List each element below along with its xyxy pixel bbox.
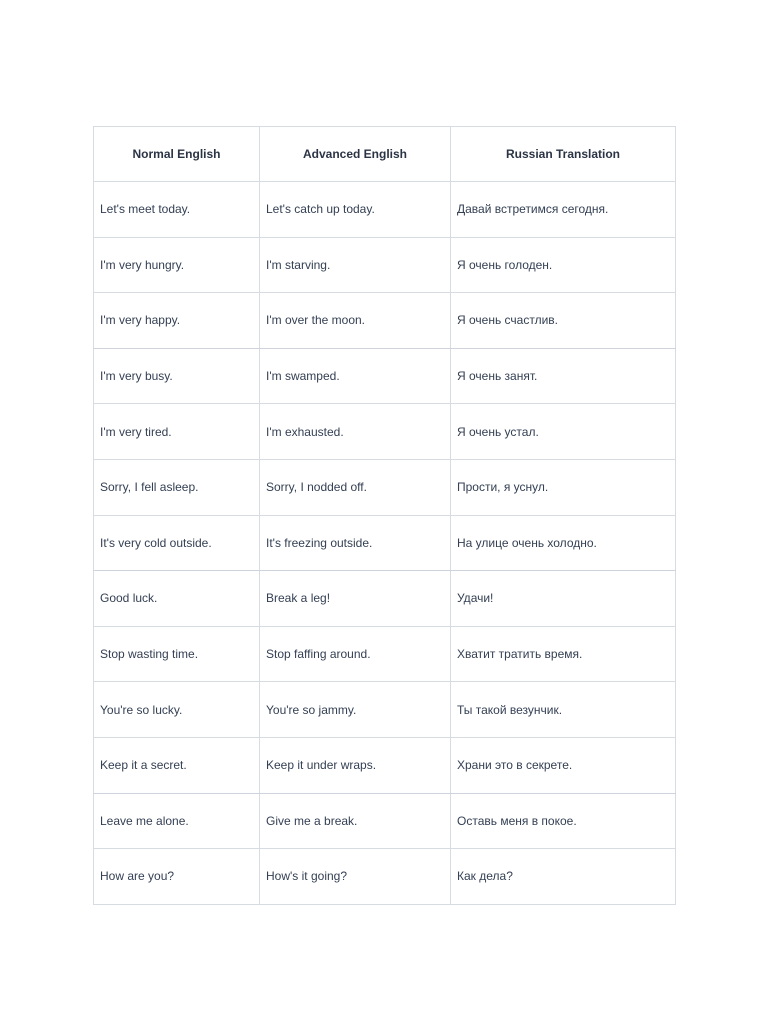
table-row: [94, 459, 676, 515]
table-row: [94, 182, 676, 238]
table-row: [94, 293, 676, 349]
cell-russian-translation: Храни это в секрете.: [451, 737, 676, 793]
cell-normal-english: I'm very hungry.: [94, 237, 260, 293]
cell-russian-translation: Как дела?: [451, 849, 676, 905]
cell-advanced-english: I'm swamped.: [260, 348, 451, 404]
table-body: [94, 182, 676, 905]
cell-russian-translation: На улице очень холодно.: [451, 515, 676, 571]
cell-advanced-english: Break a leg!: [260, 571, 451, 627]
cell-normal-english: How are you?: [94, 849, 260, 905]
cell-advanced-english: It's freezing outside.: [260, 515, 451, 571]
cell-advanced-english: I'm over the moon.: [260, 293, 451, 349]
table-row: [94, 849, 676, 905]
table-row: [94, 348, 676, 404]
table-row: [94, 626, 676, 682]
cell-normal-english: I'm very happy.: [94, 293, 260, 349]
table-row: [94, 515, 676, 571]
cell-russian-translation: Я очень занят.: [451, 348, 676, 404]
cell-advanced-english: Keep it under wraps.: [260, 737, 451, 793]
header-advanced-english: Advanced English: [260, 127, 451, 182]
cell-russian-translation: Я очень счастлив.: [451, 293, 676, 349]
header-normal-english: Normal English: [94, 127, 260, 182]
table-row: [94, 237, 676, 293]
table-row: [94, 571, 676, 627]
cell-normal-english: I'm very tired.: [94, 404, 260, 460]
cell-advanced-english: Give me a break.: [260, 793, 451, 849]
cell-normal-english: Leave me alone.: [94, 793, 260, 849]
cell-normal-english: Sorry, I fell asleep.: [94, 459, 260, 515]
cell-normal-english: Stop wasting time.: [94, 626, 260, 682]
cell-advanced-english: Let's catch up today.: [260, 182, 451, 238]
cell-russian-translation: Ты такой везунчик.: [451, 682, 676, 738]
cell-advanced-english: You're so jammy.: [260, 682, 451, 738]
cell-normal-english: It's very cold outside.: [94, 515, 260, 571]
phrase-table-container: [93, 126, 675, 905]
table-row: [94, 793, 676, 849]
cell-normal-english: Let's meet today.: [94, 182, 260, 238]
cell-normal-english: I'm very busy.: [94, 348, 260, 404]
cell-russian-translation: Оставь меня в покое.: [451, 793, 676, 849]
cell-russian-translation: Удачи!: [451, 571, 676, 627]
cell-russian-translation: Я очень устал.: [451, 404, 676, 460]
cell-advanced-english: I'm exhausted.: [260, 404, 451, 460]
cell-advanced-english: I'm starving.: [260, 237, 451, 293]
cell-advanced-english: Sorry, I nodded off.: [260, 459, 451, 515]
cell-normal-english: Good luck.: [94, 571, 260, 627]
table-row: [94, 682, 676, 738]
table-row: [94, 737, 676, 793]
table-row: [94, 404, 676, 460]
cell-advanced-english: Stop faffing around.: [260, 626, 451, 682]
cell-russian-translation: Прости, я уснул.: [451, 459, 676, 515]
cell-russian-translation: Давай встретимся сегодня.: [451, 182, 676, 238]
table-header: [94, 127, 676, 182]
cell-russian-translation: Я очень голоден.: [451, 237, 676, 293]
cell-normal-english: Keep it a secret.: [94, 737, 260, 793]
header-russian-translation: Russian Translation: [451, 127, 676, 182]
phrase-table: [93, 126, 676, 905]
header-row: [94, 127, 676, 182]
cell-russian-translation: Хватит тратить время.: [451, 626, 676, 682]
cell-normal-english: You're so lucky.: [94, 682, 260, 738]
cell-advanced-english: How's it going?: [260, 849, 451, 905]
